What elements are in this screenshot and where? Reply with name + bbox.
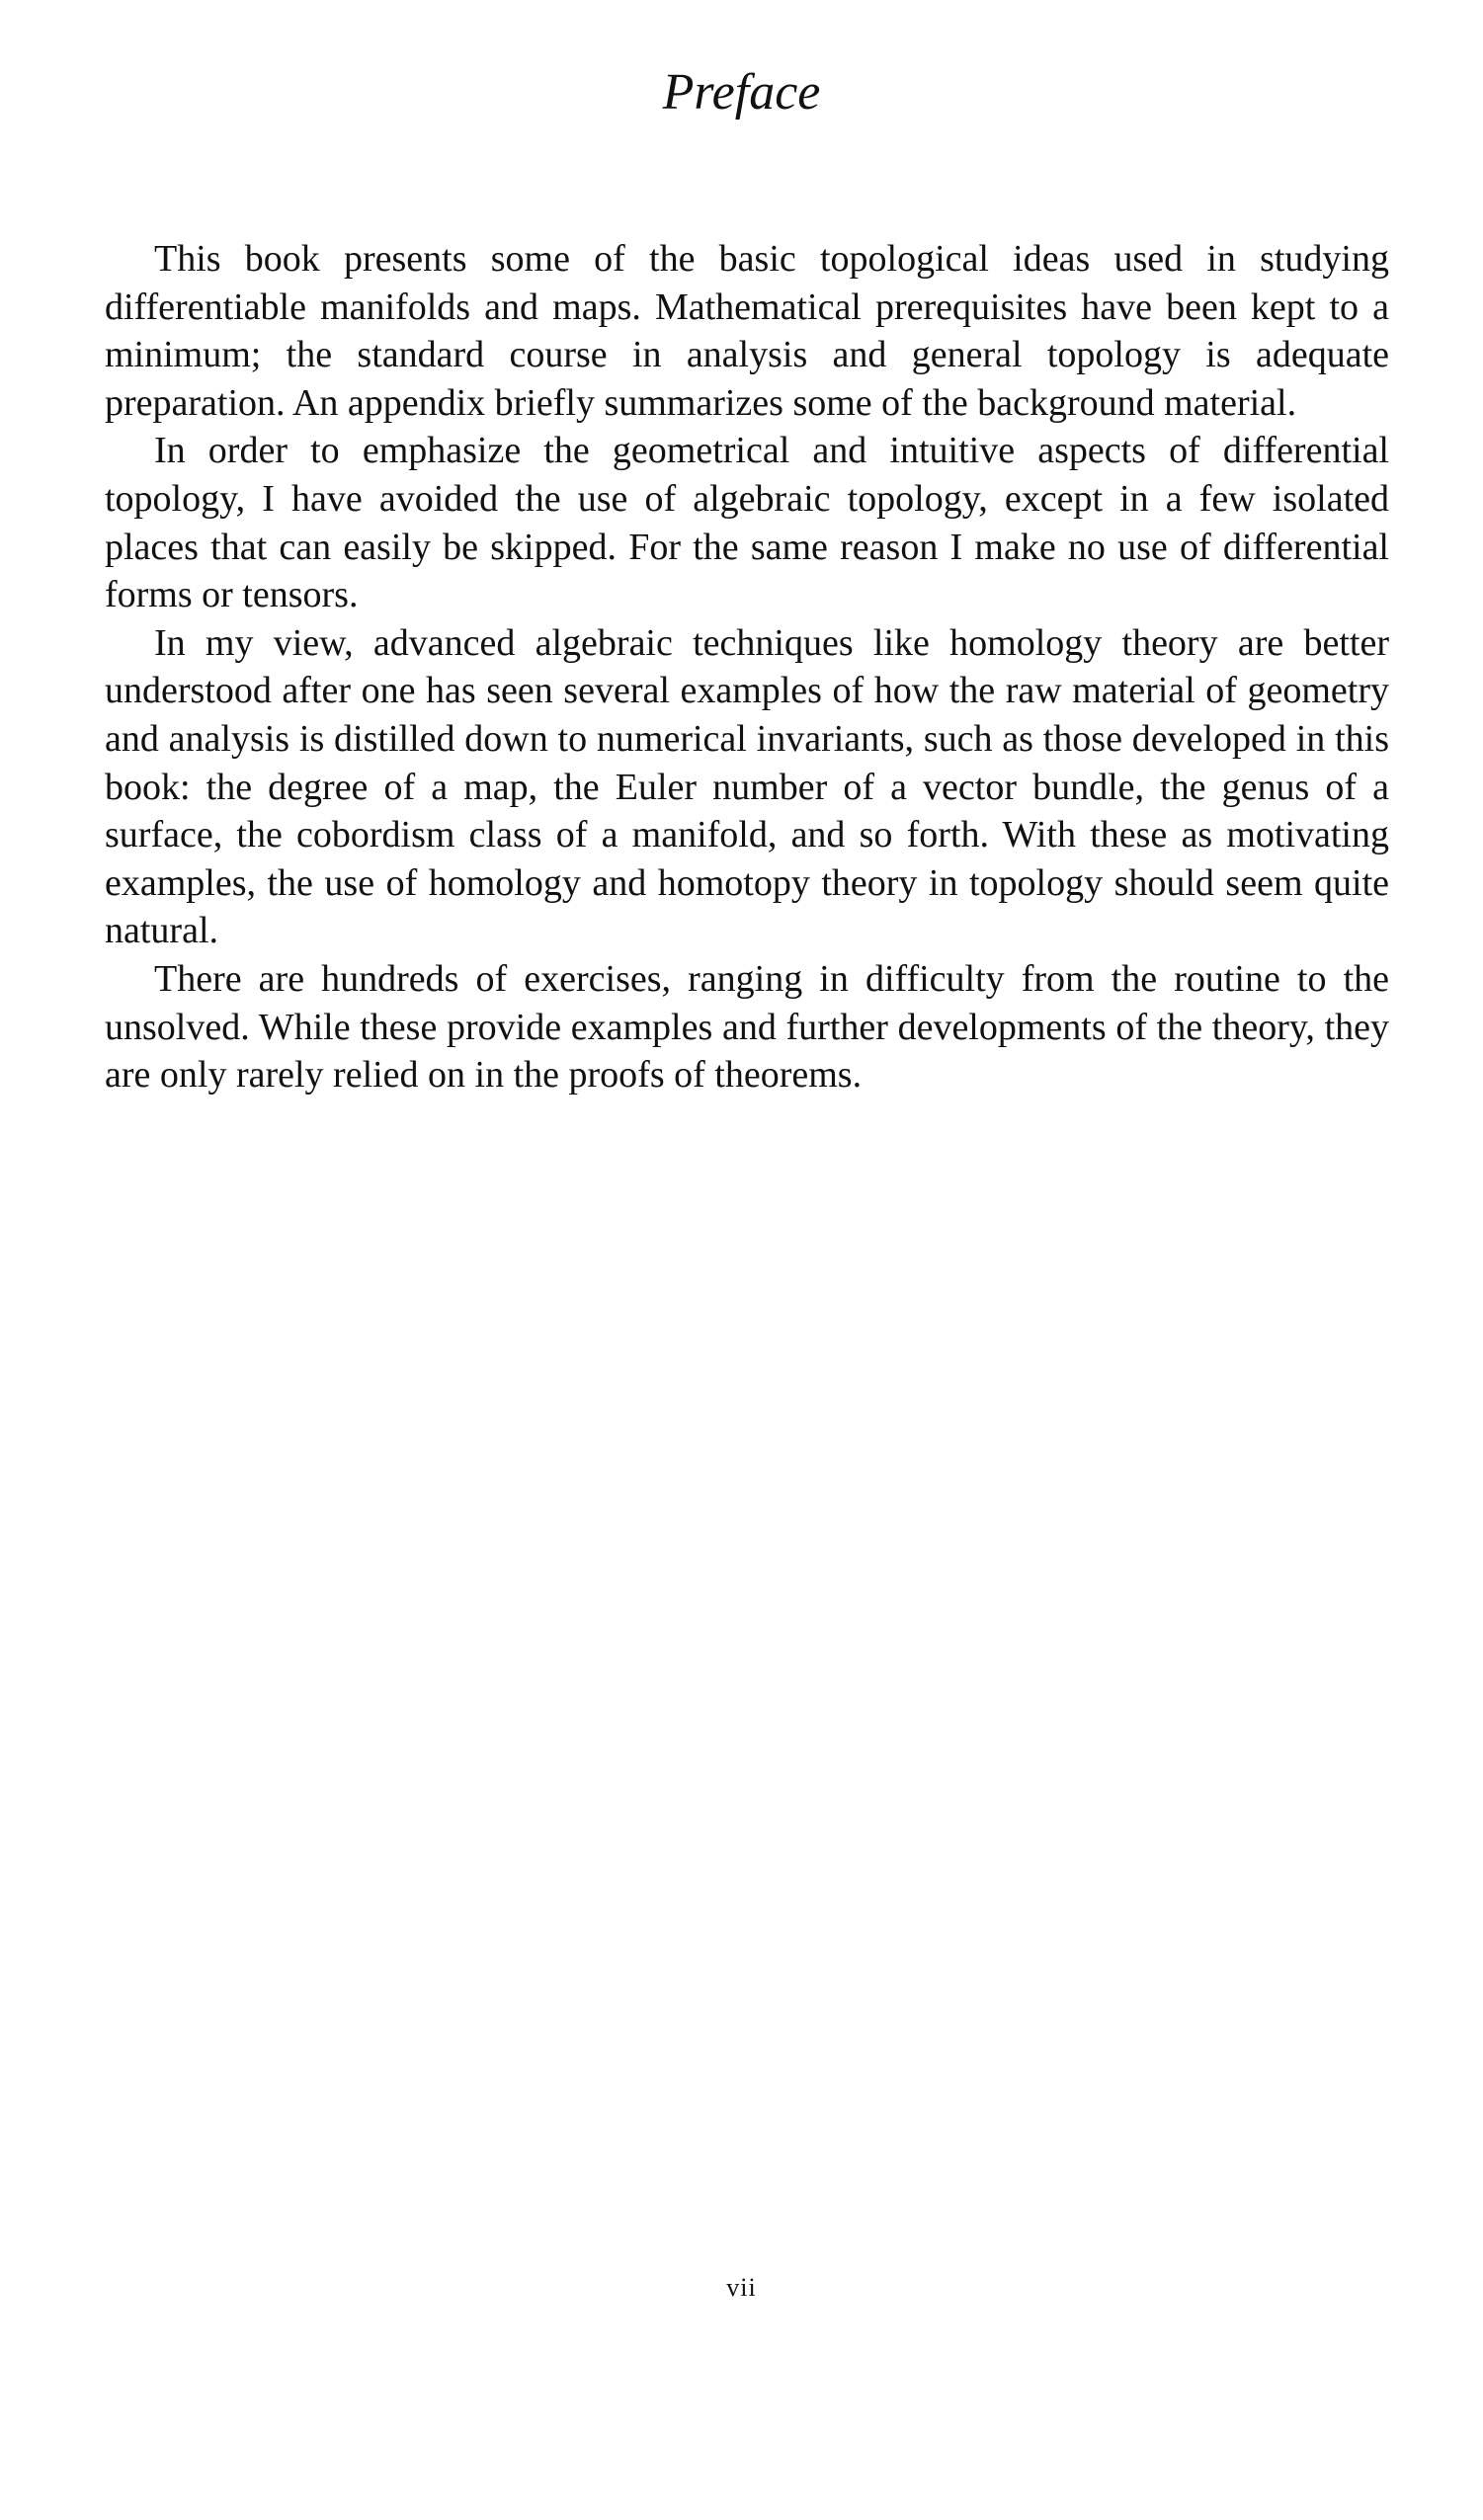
paragraph-3: In my view, advanced algebraic techniques like homology theory are better understood after one has seen several examples of how the raw material of geometry and analysis is distilled down to numerical invariants, such as those developed in this book: the degree of a map, the Euler number of a vector bundle, the genus of a surface, the cobordism class of a manifold, and so forth. With these as motivating examples, the use of homology and homotopy theory in topology should seem quite natural. [105,621,1389,952]
paragraph-1: This book presents some of the basic topological ideas used in studying differentiable manifolds and maps. Mathematical prerequisites have been kept to a minimum; the standard course in analysis and general topology is adequate preparation. An appendix briefly summarizes some of the background material. [105,238,1389,424]
page-title: Preface [662,64,821,121]
paragraph-4: There are hundreds of exercises, ranging in difficulty from the routine to the unsolved. While these provide examples and further developments of the theory, they are only rarely relied on in the proofs of theorems. [105,957,1389,1097]
page-number: vii [726,2273,757,2302]
paragraph-2: In order to emphasize the geometrical and intuitive aspects of differential topology, I have avoided the use of algebraic topology, except in a few isolated places that can easily be skipped. For the same reason I make no use of differential forms or tensors. [105,430,1389,616]
preface-body [105,235,1389,1099]
